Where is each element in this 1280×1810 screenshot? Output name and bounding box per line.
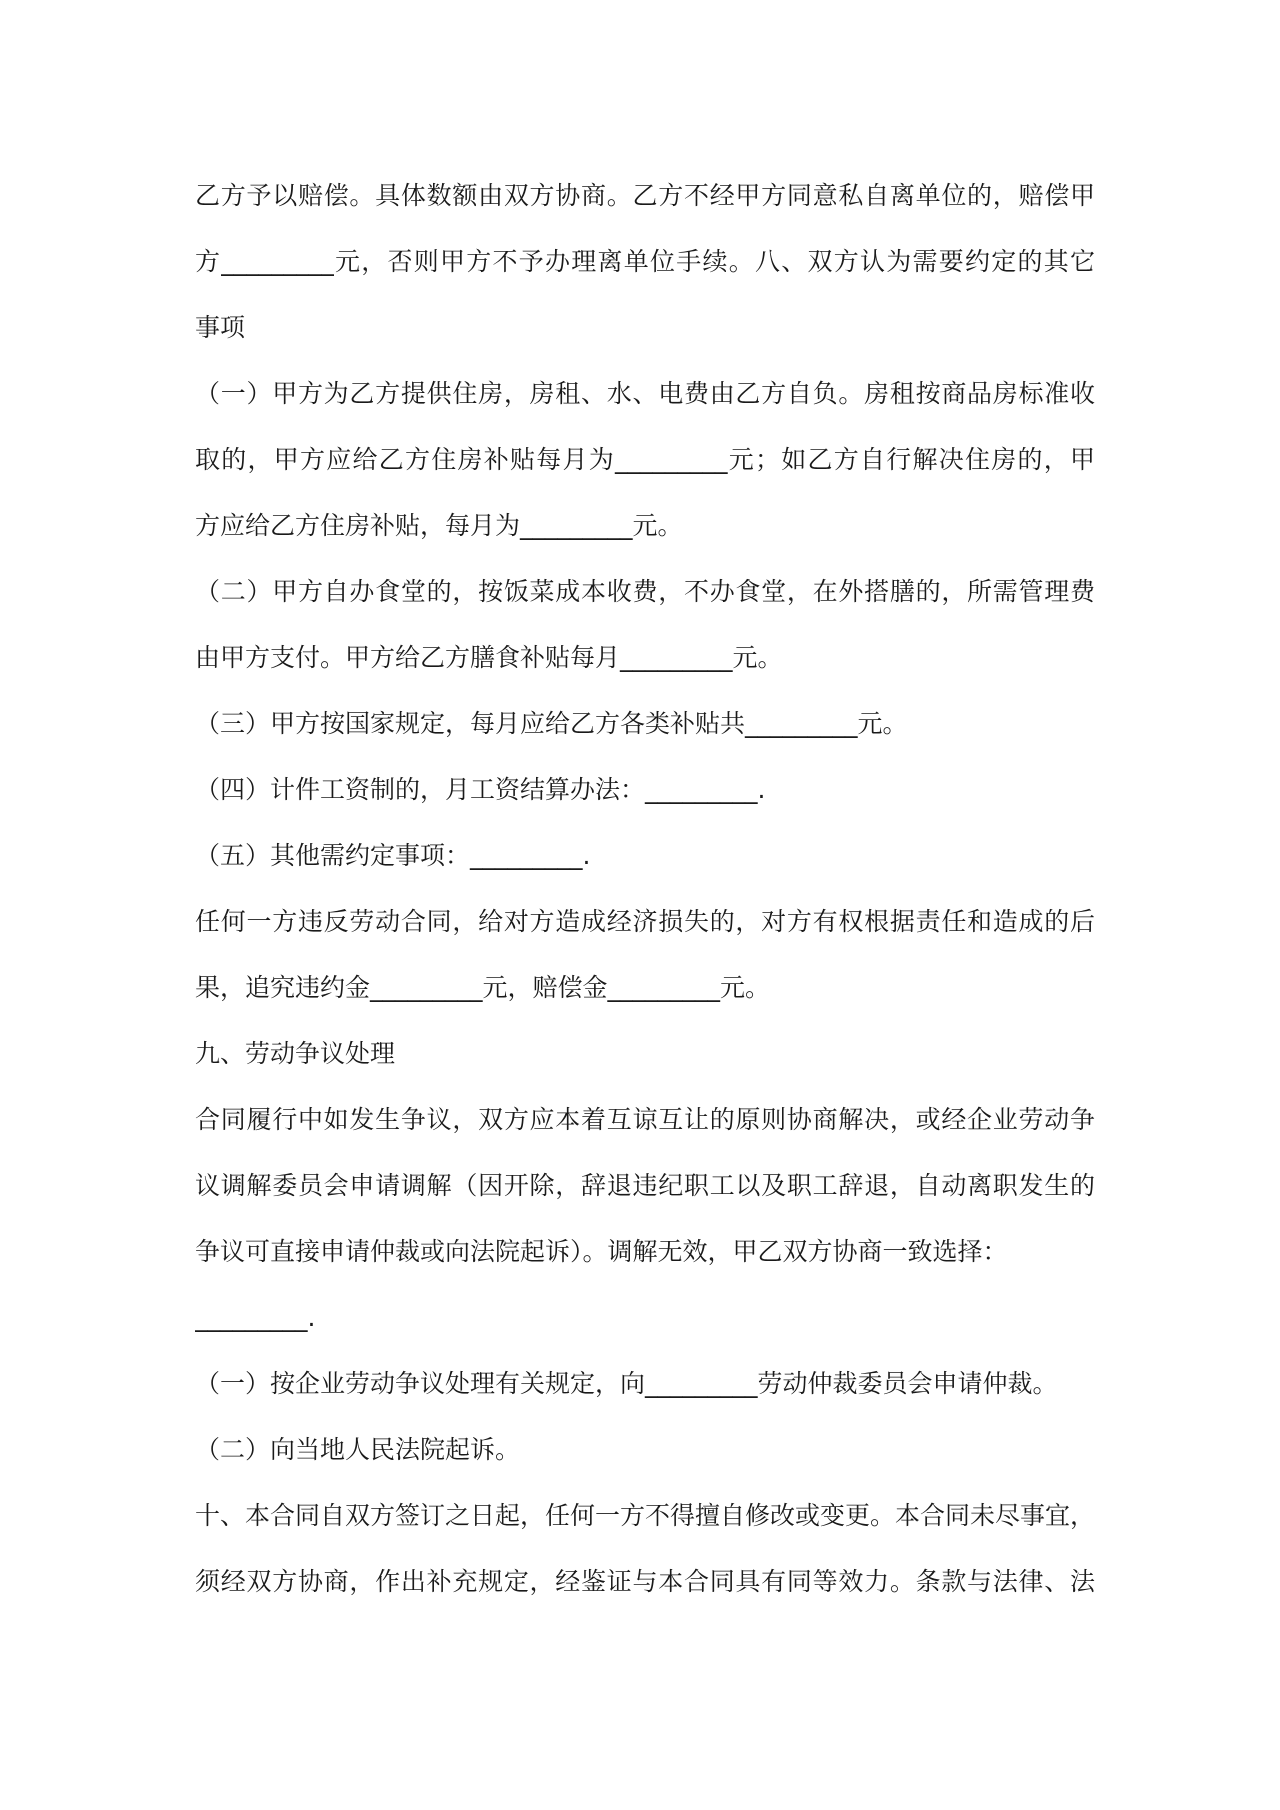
paragraph-line: 合同履行中如发生争议，双方应本着互谅互让的原则协商解决，或经企业劳动争 [195,1105,1095,1134]
paragraph-line: 方应给乙方住房补贴，每月为_________元。 [195,511,683,540]
paragraph-line: _________. [195,1303,316,1332]
paragraph-line: （一）按企业劳动争议处理有关规定，向_________劳动仲裁委员会申请仲裁。 [195,1369,1058,1398]
paragraph-line: 果，追究违约金_________元，赔偿金_________元。 [195,973,771,1002]
paragraph-line: （三）甲方按国家规定，每月应给乙方各类补贴共_________元。 [195,709,908,738]
paragraph-line: 议调解委员会申请调解（因开除，辞退违纪职工以及职工辞退，自动离职发生的 [195,1171,1095,1200]
paragraph-line: 方_________元，否则甲方不予办理离单位手续。八、双方认为需要约定的其它 [195,247,1095,276]
section-heading: 九、劳动争议处理 [195,1039,396,1068]
paragraph-line: （一）甲方为乙方提供住房，房租、水、电费由乙方自负。房租按商品房标准收 [195,379,1095,408]
paragraph-line: 争议可直接申请仲裁或向法院起诉）。调解无效，甲乙双方协商一致选择： [195,1237,1008,1266]
paragraph-line: （二）甲方自办食堂的，按饭菜成本收费，不办食堂，在外搭膳的，所需管理费 [195,577,1095,606]
paragraph-line: （二）向当地人民法院起诉。 [195,1435,521,1464]
paragraph-line: （四）计件工资制的，月工资结算办法：_________. [195,775,766,804]
paragraph-line: 任何一方违反劳动合同，给对方造成经济损失的，对方有权根据责任和造成的后 [195,907,1095,936]
paragraph-line: 取的，甲方应给乙方住房补贴每月为_________元；如乙方自行解决住房的，甲 [195,445,1095,474]
paragraph-line: 由甲方支付。甲方给乙方膳食补贴每月_________元。 [195,643,783,672]
paragraph-line: 须经双方协商，作出补充规定，经鉴证与本合同具有同等效力。条款与法律、法 [195,1567,1095,1596]
paragraph-line: 十、本合同自双方签订之日起，任何一方不得擅自修改或变更。本合同未尽事宜， [195,1501,1095,1530]
paragraph-line: 乙方予以赔偿。具体数额由双方协商。乙方不经甲方同意私自离单位的，赔偿甲 [195,181,1095,210]
paragraph-line: 事项 [195,313,246,342]
paragraph-line: （五）其他需约定事项：_________. [195,841,591,870]
document-body [195,163,1095,1615]
